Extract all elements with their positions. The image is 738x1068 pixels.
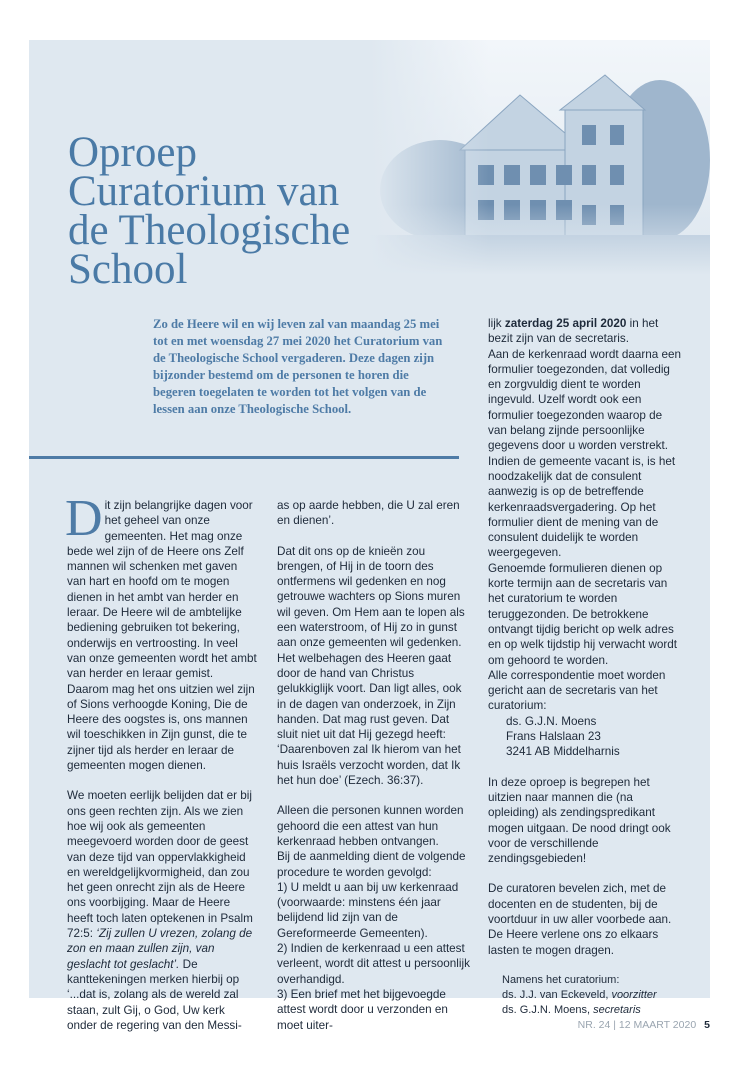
page-footer <box>578 1019 710 1031</box>
school-building-photo <box>370 40 710 275</box>
paragraph: We moeten eerlijk belijden dat er bij ons geen rechten zijn. Als we zien hoe wij ook als gemeenten meegevoerd worden door de geest van deze tijd van oppervlakkigheid en wereldgelijkvormigheid, dan zou het geen onrecht zijn als de Heere ons voorbijging. Maar de Heere heeft toch laten optekenen in Psalm 72:5: ‘Zij zullen U vrezen, zolang de zon en maan zullen zijn, van geslacht tot geslacht’. De kanttekeningen merken hierbij op ‘...dat is, zolang als de wereld zal staan, zult Gij, o God, Uw kerk onder de regering van den Messi- <box>67 789 253 1032</box>
title-line: de Theologische <box>68 207 351 254</box>
signature-line: ds. G.J.N. Moens, secretaris <box>502 1004 641 1017</box>
psalm-quote: ‘Zij zullen U vrezen, zolang de zon en maan zullen zijn, van geslacht tot geslacht’. <box>67 927 253 971</box>
procedure-step: 3) Een brief met het bijgevoegde attest wordt door u verzonden en moet uiter- <box>277 987 448 1032</box>
signature-block <box>488 973 684 1019</box>
paragraph: Bij de aanmelding dient de volgende procedure te worden gevolgd: <box>277 850 466 879</box>
divider-rule <box>29 456 459 459</box>
signature-line: ds. J.J. van Eckeveld, voorzitter <box>502 989 657 1002</box>
deadline-date: zaterdag 25 april 2020 <box>504 317 627 330</box>
paragraph: De curatoren bevelen zich, met de docenten en de studenten, bij de voortduur in uw aller voorbede aan. De Heere verlene ons zo elkaars lasten te mogen dragen. <box>488 882 672 957</box>
title-line: Curatorium van <box>68 168 340 215</box>
signature-intro: Namens het curatorium: <box>502 973 620 986</box>
procedure-step: 2) Indien de kerkenraad u een attest verleent, wordt dit attest u persoonlijk overhandigd. <box>277 942 470 986</box>
paragraph: Indien de gemeente vacant is, is het noodzakelijk dat de consulent aanwezig is op de betreffende kerkenraadsvergadering. Op het formulier dient de mening van de consulent duidelijk te worden weergegeven. <box>488 454 676 560</box>
page-title <box>68 129 351 293</box>
page-number: 5 <box>704 1019 710 1031</box>
title-line: Oproep <box>68 129 197 176</box>
paragraph: Alle correspondentie moet worden gericht aan de secretaris van het curatorium: <box>488 668 666 713</box>
paragraph: Aan de kerkenraad wordt daarna een formulier toegezonden, dat volledig en zorgvuldig dient te worden ingevuld. Uzelf wordt ook een formulier toegezonden waarop de van belang zijnde persoonlijke gegevens door u worden verstrekt. <box>488 347 681 453</box>
paragraph: Dit zijn belangrijke dagen voor het geheel van onze gemeenten. Het mag onze bede wel zijn of de Heere ons Zelf mannen wil schenken met gaven van hart en hoofd om te mogen dienen in het ambt van herder en leraar. De Heere wil de ambtelijke bediening gebruiken tot bekering, onderwijs en vertroosting. In veel van onze gemeenten wordt het ambt van herder en leraar gemist. Daarom mag het ons uitzien wel zijn of Sions verhoogde Koning, Die de Heere des oogstes is, ons mannen wil toeschikken in Zijn gunst, die te zijner tijd als herder en leraar de gemeenten mogen dienen. <box>65 490 257 773</box>
paragraph: lijk zaterdag 25 april 2020 in het bezit zijn van de secretaris. <box>488 317 659 346</box>
address-block <box>488 714 684 760</box>
procedure-step: 1) U meldt u aan bij uw kerkenraad (voorwaarde: minstens één jaar belijdend lid zijn van de Gereformeerde Gemeenten). <box>277 880 459 940</box>
text-column-3 <box>488 316 684 1019</box>
address-line: Frans Halslaan 23 <box>506 730 601 744</box>
issue-info: NR. 24 | 12 MAART 2020 <box>577 1019 697 1031</box>
text-column-1 <box>65 490 257 1033</box>
paragraph: In deze oproep is begrepen het uitzien naar mannen die (na opleiding) als zendingspredikant mogen uitgaan. De nood dringt ook voor de verschillende zendingsgebieden! <box>488 775 671 866</box>
paragraph: Dat dit ons op de knieën zou brengen, of Hij in de toorn des ontfermens wil gedenken en nog getrouwe wachters op Sions muren wil geven. Om Hem aan te lopen als een waterstroom, of Hij zo in gunst aan onze gemeenten wil gedenken. Het welbehagen des Heeren gaat door de hand van Christus gelukkiglijk voort. Dan ligt alles, ook in de dagen van onderzoek, in Zijn handen. Dat mag rust geven. Dat sluit niet uit dat Hij gezegd heeft: ‘Daarenboven zal Ik hierom van het huis Israëls verzocht worden, dat Ik het hun doe’ (Ezech. 36:37). <box>277 544 465 788</box>
paragraph: Genoemde formulieren dienen op korte termijn aan de secretaris van het curatorium te worden teruggezonden. De betrokkene ontvangt tijdig bericht op welk adres en op welk tijdstip hij verwacht wordt om gehoord te worden. <box>488 561 678 667</box>
title-line: School <box>68 246 188 293</box>
text-column-2 <box>277 498 473 1033</box>
drop-cap: D <box>65 490 103 547</box>
paragraph: Alleen die personen kunnen worden gehoord die een attest van hun kerkenraad hebben ontvangen. <box>277 804 464 848</box>
address-line: 3241 AB Middelharnis <box>506 745 620 759</box>
address-line: ds. G.J.N. Moens <box>506 714 597 728</box>
intro-paragraph: Zo de Heere wil en wij leven zal van maandag 25 mei tot en met woensdag 27 mei 2020 het Curatorium van de Theologische School vergaderen. Deze dagen zijn bijzonder bestemd om de personen te horen die begeren toegelaten te worden tot het volgen van de lessen aan onze Theologische School. <box>153 317 443 416</box>
paragraph: as op aarde hebben, die U zal eren en dienen’. <box>277 499 460 528</box>
